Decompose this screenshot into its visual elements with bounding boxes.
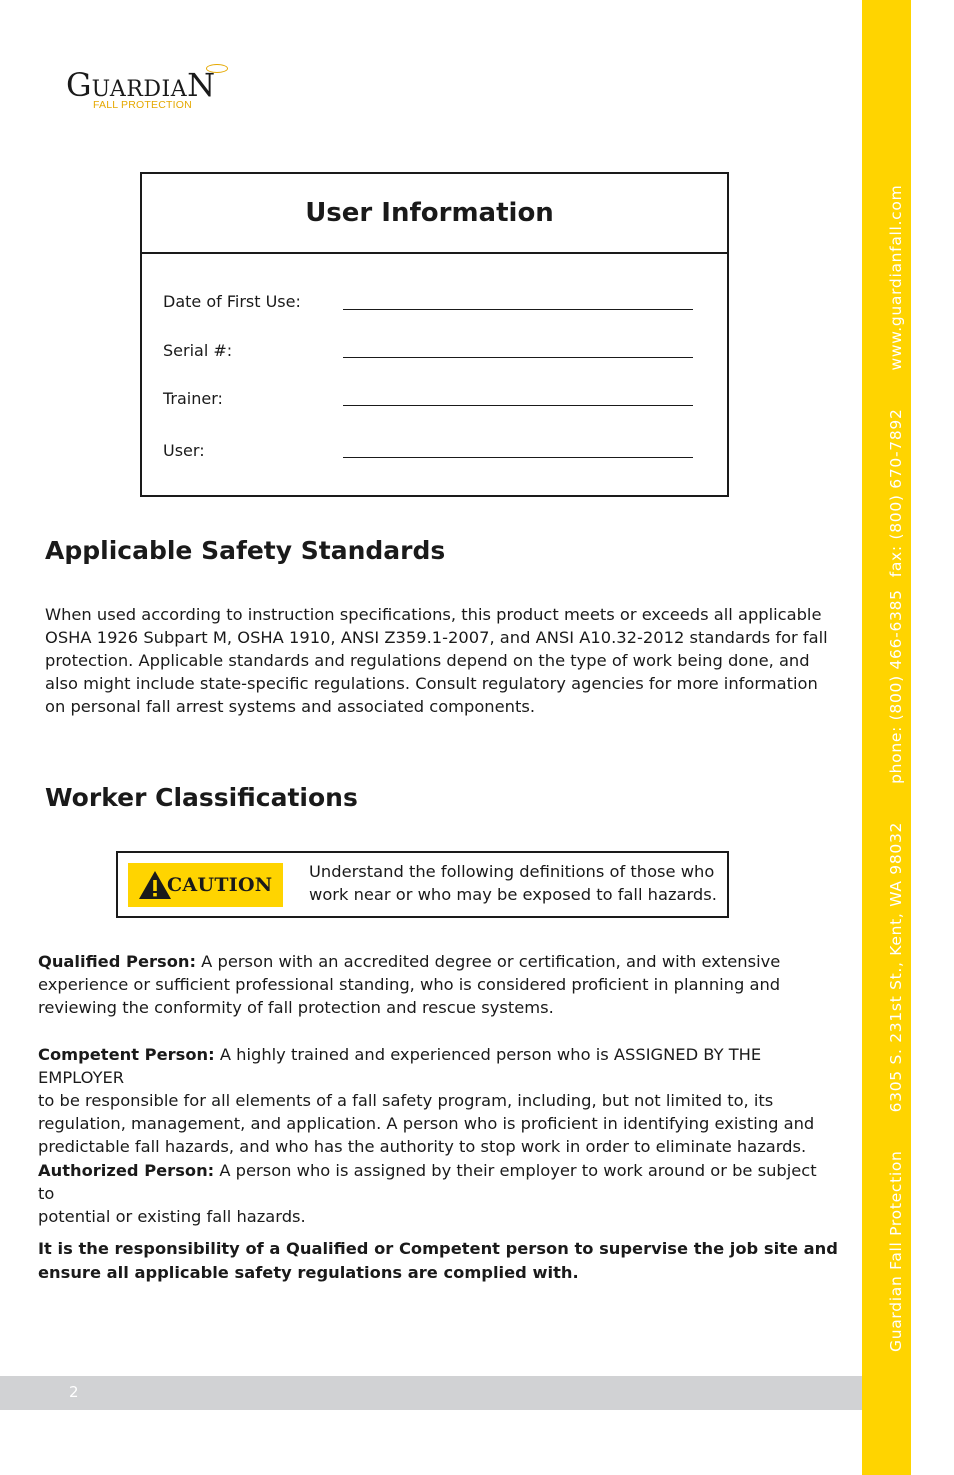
date-first-use-label: Date of First Use:	[163, 292, 301, 311]
caution-line: Understand the following definitions of those who	[309, 862, 715, 881]
definition-term: Competent Person:	[38, 1045, 215, 1064]
definition-text: A person with an accredited degree or certification, and with extensive	[196, 952, 781, 971]
worker-classifications-heading: Worker Classifications	[45, 783, 358, 812]
paragraph-line: on personal fall arrest systems and associated components.	[45, 697, 536, 716]
definition-text: A highly trained and experienced person who is ASSIGNED BY THE EMPLOYER	[38, 1045, 762, 1087]
responsibility-line: ensure all applicable safety regulations are complied with.	[38, 1263, 579, 1282]
definition-text: regulation, management, and application. A person who is proficient in identifying existing and	[38, 1114, 815, 1133]
sidebar-address: 6305 S. 231st St., Kent, WA 98032	[887, 821, 905, 1113]
caution-badge	[128, 863, 283, 907]
paragraph-line: When used according to instruction specifications, this product meets or exceeds all applicable	[45, 605, 822, 624]
definition-text: potential or existing fall hazards.	[38, 1207, 306, 1226]
user-label: User:	[163, 441, 205, 460]
paragraph-line: OSHA 1926 Subpart M, OSHA 1910, ANSI Z359.1-2007, and ANSI A10.32-2012 standards for fall	[45, 628, 828, 647]
definition-text: experience or sufficient professional standing, who is considered proficient in planning and	[38, 975, 781, 994]
safety-standards-heading: Applicable Safety Standards	[45, 536, 446, 565]
responsibility-statement	[38, 1237, 838, 1285]
guardian-logo	[66, 66, 226, 116]
caution-message	[309, 860, 719, 906]
footer-band	[0, 1376, 862, 1410]
sidebar-phone: phone: (800) 466-6385	[887, 589, 905, 784]
logo-tagline: FALL PROTECTION	[93, 99, 192, 111]
sidebar-contact-info	[886, 185, 906, 1352]
sidebar-website: www.guardianfall.com	[887, 184, 905, 371]
user-information-box	[140, 172, 729, 497]
logo-middle: UARDIA	[91, 77, 188, 102]
halo-icon	[206, 64, 228, 73]
caution-label: CAUTION	[167, 874, 273, 896]
definition-text: A person who is assigned by their employer to work around or be subject to	[38, 1161, 817, 1203]
serial-number-label: Serial #:	[163, 341, 233, 360]
qualified-person-definition	[38, 950, 838, 1019]
definition-text: to be responsible for all elements of a fall safety program, including, but not limited to, its	[38, 1091, 774, 1110]
caution-line: work near or who may be exposed to fall hazards.	[309, 885, 717, 904]
trainer-label: Trainer:	[163, 389, 223, 408]
definition-text: predictable fall hazards, and who has the authority to stop work in order to eliminate hazards.	[38, 1137, 807, 1156]
competent-person-definition	[38, 1043, 838, 1158]
sidebar-company: Guardian Fall Protection	[887, 1150, 905, 1352]
paragraph-line: also might include state-specific regulations. Consult regulatory agencies for more information	[45, 674, 818, 693]
definition-text: reviewing the conformity of fall protection and rescue systems.	[38, 998, 554, 1017]
caution-notice	[116, 851, 729, 918]
serial-number-field[interactable]	[343, 357, 693, 358]
trainer-field[interactable]	[343, 405, 693, 406]
sidebar-fax: fax: (800) 670-7892	[887, 408, 905, 578]
user-field[interactable]	[343, 457, 693, 458]
definition-term: Qualified Person:	[38, 952, 196, 971]
logo-final: N	[187, 66, 216, 104]
date-first-use-field[interactable]	[343, 309, 693, 310]
responsibility-line: It is the responsibility of a Qualified or Competent person to supervise the job site and	[38, 1239, 838, 1258]
definition-term: Authorized Person:	[38, 1161, 215, 1180]
page-number: 2	[69, 1383, 79, 1401]
safety-standards-paragraph	[45, 603, 845, 718]
paragraph-line: protection. Applicable standards and regulations depend on the type of work being done, and	[45, 651, 810, 670]
logo-initial: G	[66, 66, 92, 104]
authorized-person-definition	[38, 1159, 838, 1228]
user-information-header	[142, 174, 727, 254]
user-information-title: User Information	[305, 198, 554, 228]
